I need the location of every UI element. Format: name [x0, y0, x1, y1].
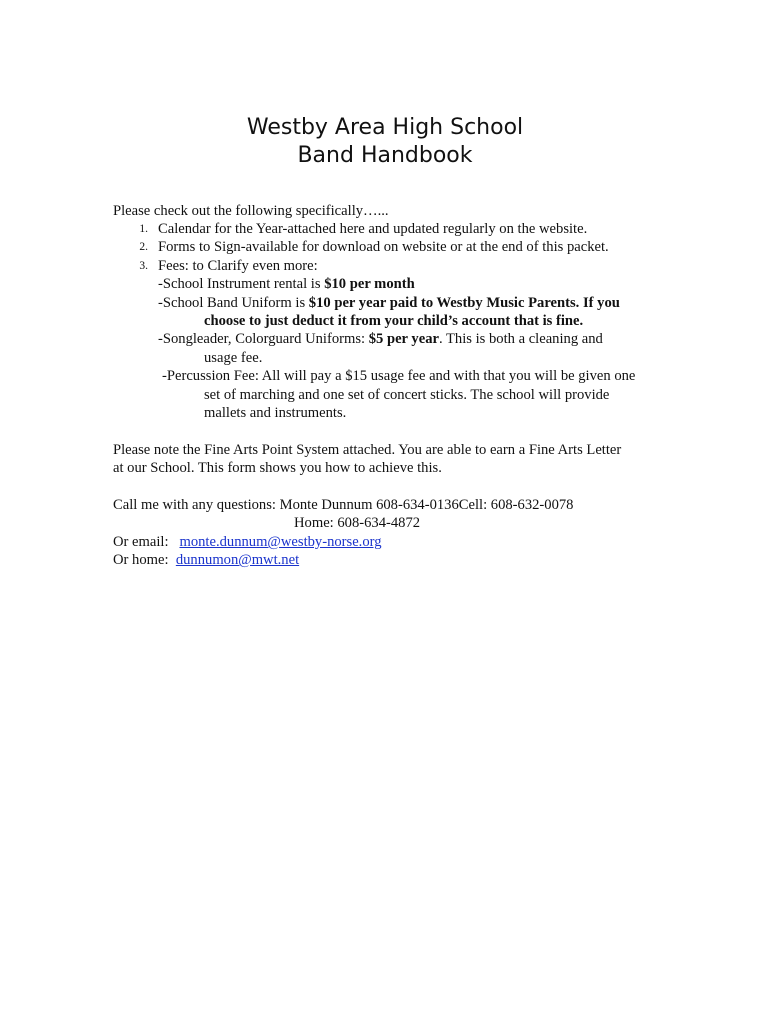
contact-home-phone: Home: 608-634-4872 [294, 515, 421, 531]
fine-arts-text: at our School. This form shows you how to achieve this. [113, 460, 442, 476]
list-item: Forms to Sign-available for download on website or at the end of this packet. [158, 239, 609, 255]
list-number: 1. [139, 223, 148, 235]
contact-email-line: Or email: monte.dunnum@westby-norse.org [113, 534, 382, 550]
email-link[interactable]: monte.dunnum@westby-norse.org [179, 534, 382, 550]
fee-songleader: -Songleader, Colorguard Uniforms: $5 per year. This is both a cleaning and [158, 331, 603, 347]
fee-songleader-continued: usage fee. [204, 350, 263, 366]
fee-percussion: -Percussion Fee: All will pay a $15 usage fee and with that you will be given one [162, 368, 636, 384]
fee-uniform: -School Band Uniform is $10 per year paid to Westby Music Parents. If you [158, 295, 620, 311]
list-item: Calendar for the Year-attached here and updated regularly on the website. [158, 221, 588, 237]
list-number: 3. [139, 260, 148, 272]
contact-home-email-line: Or home: dunnumon@mwt.net [113, 552, 300, 568]
fee-percussion-continued: mallets and instruments. [204, 405, 347, 421]
fee-instrument: -School Instrument rental is $10 per month [158, 276, 415, 292]
contact-call: Call me with any questions: Monte Dunnum 608-634-0136Cell: 608-632-0078 [113, 497, 574, 513]
list-number: 2. [139, 241, 148, 253]
home-email-link[interactable]: dunnumon@mwt.net [175, 552, 300, 568]
document-subtitle: Band Handbook [297, 143, 473, 168]
fee-percussion-continued: set of marching and one set of concert sticks. The school will provide [204, 387, 610, 403]
document-title: Westby Area High School [246, 115, 524, 140]
intro-text: Please check out the following specifically…... [113, 203, 389, 219]
fee-uniform-continued: choose to just deduct it from your child’s account that is fine. [204, 313, 584, 329]
list-item: Fees: to Clarify even more: [158, 258, 318, 274]
fine-arts-text: Please note the Fine Arts Point System attached. You are able to earn a Fine Arts Letter [113, 442, 622, 458]
